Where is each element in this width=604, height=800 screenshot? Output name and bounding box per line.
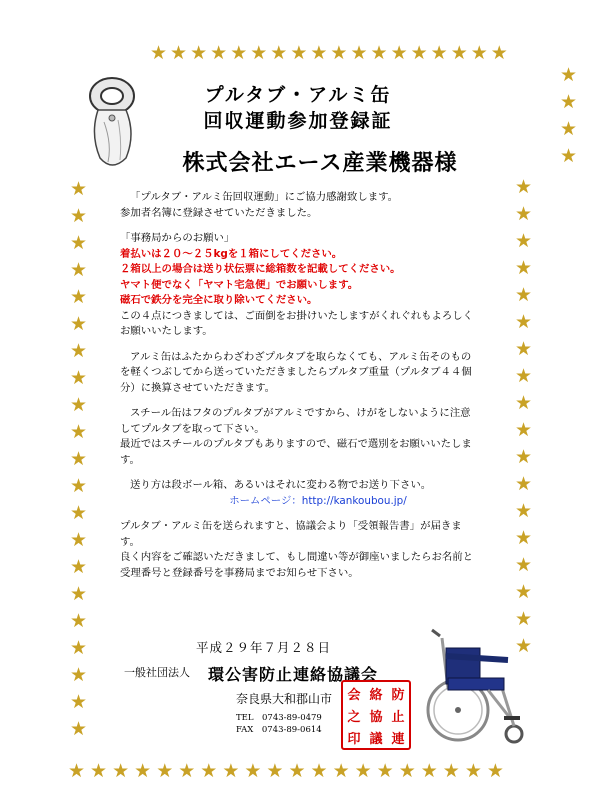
star-icon: ★ xyxy=(515,419,533,441)
star-icon: ★ xyxy=(70,340,88,362)
star-icon: ★ xyxy=(430,42,448,64)
star-icon: ★ xyxy=(70,205,88,227)
star-icon: ★ xyxy=(70,529,88,551)
request-item: ２箱以上の場合は送り状伝票に総箱数を記載してください。 xyxy=(120,263,401,275)
star-icon: ★ xyxy=(70,448,88,470)
star-icon: ★ xyxy=(560,145,578,167)
star-icon: ★ xyxy=(70,502,88,524)
star-icon: ★ xyxy=(515,527,533,549)
star-icon: ★ xyxy=(190,42,208,64)
star-icon: ★ xyxy=(515,257,533,279)
telephone-number: TEL 0743-89-0479 xyxy=(236,713,322,723)
star-icon: ★ xyxy=(515,176,533,198)
star-icon: ★ xyxy=(70,421,88,443)
shipping-instruction: 送り方は段ボール箱、あるいはそれに変わる物でお送り下さい。 xyxy=(130,479,432,491)
star-icon: ★ xyxy=(450,42,468,64)
seal-char: 議 xyxy=(369,731,383,747)
star-icon: ★ xyxy=(442,760,460,782)
star-icon: ★ xyxy=(515,284,533,306)
star-icon: ★ xyxy=(354,760,372,782)
aluminum-paragraph: 分）に換算させていただきます。 xyxy=(120,381,276,394)
organization-address: 奈良県大和郡山市 xyxy=(236,692,333,706)
homepage-link[interactable]: ホームページ：http://kankoubou.jp/ xyxy=(229,494,407,507)
star-icon: ★ xyxy=(376,760,394,782)
request-closing: お願いいたします。 xyxy=(120,325,213,337)
wheelchair-image xyxy=(418,626,534,748)
star-icon: ★ xyxy=(178,760,196,782)
star-icon: ★ xyxy=(70,610,88,632)
certificate-body xyxy=(120,190,516,581)
star-icon: ★ xyxy=(515,392,533,414)
star-icon: ★ xyxy=(270,42,288,64)
star-icon: ★ xyxy=(350,42,368,64)
star-icon: ★ xyxy=(70,367,88,389)
pull-tab-image xyxy=(82,74,142,174)
request-closing: この４点につきましては、ご面倒をお掛けいたしますがくれぐれもよろしく xyxy=(120,309,474,322)
steel-paragraph: してプルタブを取って下さい。 xyxy=(120,422,265,435)
fax-number: FAX 0743-89-0614 xyxy=(236,725,322,735)
star-icon: ★ xyxy=(70,664,88,686)
steel-paragraph: スチール缶はフタのプルタブがアルミですから、けがをしないように注意 xyxy=(130,407,471,419)
star-icon: ★ xyxy=(70,583,88,605)
organization-name: 環公害防止連絡協議会 xyxy=(208,665,379,684)
star-icon: ★ xyxy=(310,760,328,782)
star-icon: ★ xyxy=(266,760,284,782)
star-icon: ★ xyxy=(464,760,482,782)
request-item: 磁石で鉄分を完全に取り除いてください。 xyxy=(120,294,318,306)
report-paragraph: す。 xyxy=(120,535,140,548)
star-icon: ★ xyxy=(515,608,533,630)
steel-paragraph: す。 xyxy=(120,453,140,466)
confirm-paragraph: 良く内容をご確認いただきまして、もし間違い等が御座いましたらお名前と xyxy=(120,551,474,563)
star-icon: ★ xyxy=(515,473,533,495)
star-icon: ★ xyxy=(515,581,533,603)
intro-line: 参加者名簿に登録させていただきました。 xyxy=(120,206,318,219)
star-icon: ★ xyxy=(560,64,578,86)
star-icon: ★ xyxy=(370,42,388,64)
request-item: ヤマト便でなく「ヤマト宅急便」でお願いします。 xyxy=(120,278,359,291)
seal-char: 之 xyxy=(347,709,361,725)
star-icon: ★ xyxy=(70,637,88,659)
star-icon: ★ xyxy=(290,42,308,64)
seal-char: 協 xyxy=(369,709,383,725)
star-icon: ★ xyxy=(470,42,488,64)
certificate-title-line2: 回収運動参加登録証 xyxy=(203,110,393,132)
aluminum-paragraph: を軽くつぶしてから送っていただきましたらプルタブ重量（プルタブ４４個 xyxy=(120,366,472,378)
star-icon: ★ xyxy=(70,313,88,335)
star-icon: ★ xyxy=(70,394,88,416)
star-icon: ★ xyxy=(390,42,408,64)
request-item: 着払いは２０～２５kgを１箱にしてください。 xyxy=(120,247,343,260)
star-border-right xyxy=(515,178,532,656)
star-icon: ★ xyxy=(200,760,218,782)
star-icon: ★ xyxy=(70,475,88,497)
seal-char: 防 xyxy=(391,687,405,703)
official-seal-stamp xyxy=(341,680,411,750)
star-icon: ★ xyxy=(90,760,108,782)
report-paragraph: プルタブ・アルミ缶を送られますと、協議会より「受領報告書」が届きま xyxy=(120,520,462,532)
star-icon: ★ xyxy=(398,760,416,782)
seal-char: 連 xyxy=(391,731,405,747)
star-border-right-top xyxy=(560,66,577,166)
star-icon: ★ xyxy=(410,42,428,64)
confirm-paragraph: 受理番号と登録番号を事務局までお知らせ下さい。 xyxy=(120,566,359,579)
seal-char: 会 xyxy=(347,687,361,703)
star-icon: ★ xyxy=(515,446,533,468)
seal-char: 止 xyxy=(391,709,405,725)
star-icon: ★ xyxy=(332,760,350,782)
star-icon: ★ xyxy=(70,178,88,200)
star-icon: ★ xyxy=(70,286,88,308)
seal-char: 絡 xyxy=(369,687,383,703)
star-icon: ★ xyxy=(70,259,88,281)
intro-line: 「プルタブ・アルミ缶回収運動」にご協力感謝致します。 xyxy=(130,191,399,203)
star-icon: ★ xyxy=(210,42,228,64)
seal-char: 印 xyxy=(347,731,361,747)
star-icon: ★ xyxy=(288,760,306,782)
star-border-top xyxy=(150,44,508,63)
star-icon: ★ xyxy=(222,760,240,782)
star-icon: ★ xyxy=(70,556,88,578)
star-icon: ★ xyxy=(112,760,130,782)
star-icon: ★ xyxy=(70,718,88,740)
star-icon: ★ xyxy=(515,230,533,252)
star-icon: ★ xyxy=(515,500,533,522)
star-icon: ★ xyxy=(150,42,168,64)
star-icon: ★ xyxy=(156,760,174,782)
star-icon: ★ xyxy=(70,232,88,254)
certificate-title-line1: プルタブ・アルミ缶 xyxy=(204,84,392,106)
star-icon: ★ xyxy=(330,42,348,64)
star-icon: ★ xyxy=(490,42,508,64)
star-icon: ★ xyxy=(70,691,88,713)
star-icon: ★ xyxy=(515,365,533,387)
aluminum-paragraph: アルミ缶はふたからわざわざプルタブを取らなくても、アルミ缶そのもの xyxy=(130,350,472,363)
star-icon: ★ xyxy=(560,91,578,113)
star-icon: ★ xyxy=(420,760,438,782)
star-icon: ★ xyxy=(230,42,248,64)
star-icon: ★ xyxy=(170,42,188,64)
star-icon: ★ xyxy=(560,118,578,140)
star-icon: ★ xyxy=(250,42,268,64)
recipient-company-name: 株式会社エース産業機器様 xyxy=(182,150,458,176)
star-icon: ★ xyxy=(515,311,533,333)
star-icon: ★ xyxy=(515,338,533,360)
star-icon: ★ xyxy=(244,760,262,782)
star-icon: ★ xyxy=(515,635,533,657)
organization-type: 一般社団法人 xyxy=(124,666,190,679)
star-icon: ★ xyxy=(486,760,504,782)
star-icon: ★ xyxy=(515,554,533,576)
steel-paragraph: 最近ではスチールのプルタブもありますので、磁石で選別をお願いいたしま xyxy=(120,438,472,450)
star-icon: ★ xyxy=(515,203,533,225)
star-icon: ★ xyxy=(310,42,328,64)
star-icon: ★ xyxy=(68,760,86,782)
issue-date: 平成２９年７月２８日 xyxy=(196,640,332,655)
request-heading: 「事務局からのお願い」 xyxy=(120,232,235,244)
star-icon: ★ xyxy=(134,760,152,782)
star-border-left xyxy=(70,180,87,739)
star-border-bottom xyxy=(68,762,504,781)
